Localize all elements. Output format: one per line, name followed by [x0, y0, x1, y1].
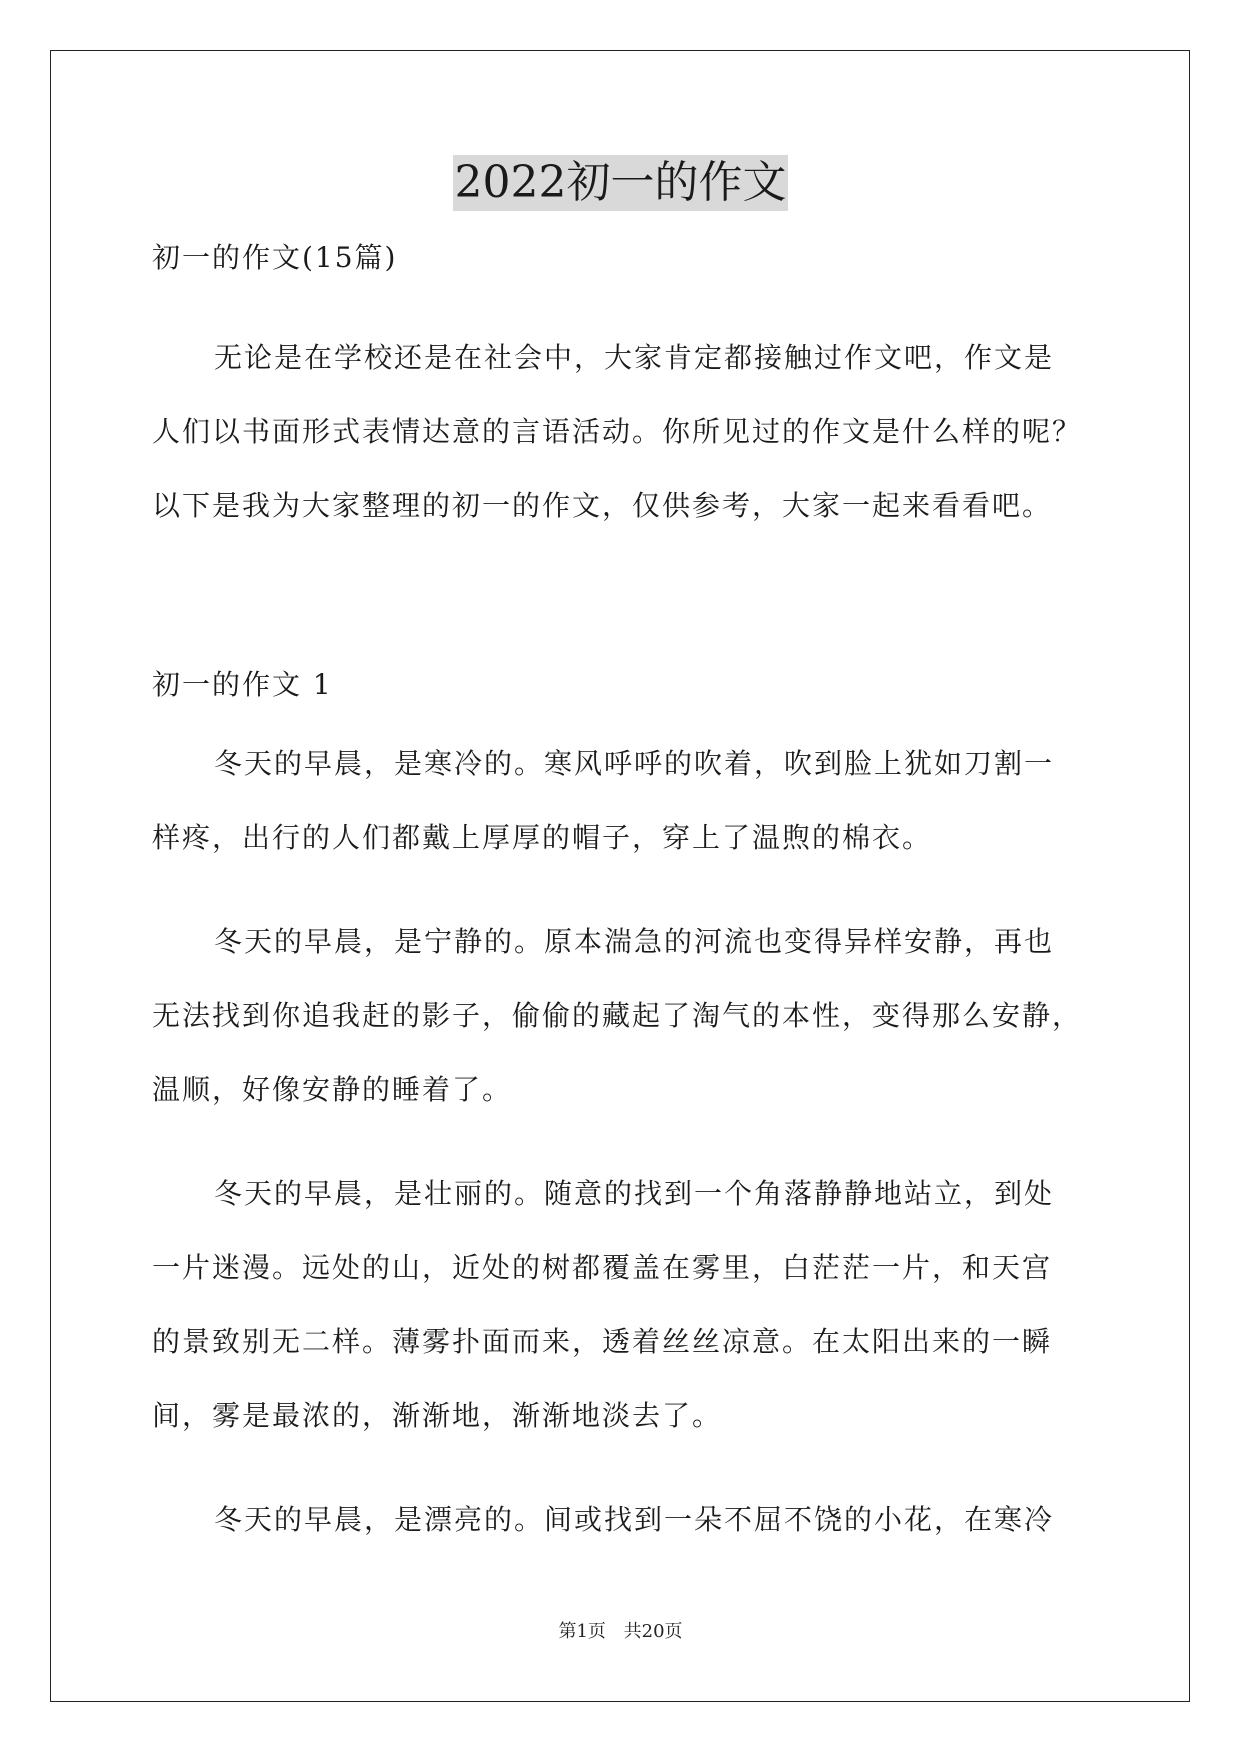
paragraph-line: 人们以书面形式表情达意的言语活动。你所见过的作文是什么样的呢？ — [152, 415, 1083, 448]
paragraph-line: 冬天的早晨，是寒冷的。寒风呼呼的吹着，吹到脸上犹如刀割一 — [214, 747, 1055, 780]
paragraph-line: 冬天的早晨，是宁静的。原本湍急的河流也变得异样安静，再也 — [214, 925, 1055, 958]
paragraph-line: 无法找到你追我赶的影子，偷偷的藏起了淘气的本性，变得那么安静， — [152, 999, 1083, 1032]
paragraph-line: 无论是在学校还是在社会中，大家肯定都接触过作文吧，作文是 — [214, 341, 1055, 374]
page-border — [50, 50, 1190, 1702]
page-footer — [0, 1620, 1241, 1644]
section-heading: 初一的作文 1 — [152, 668, 333, 701]
page-total: 共20页 — [623, 1621, 683, 1642]
document-title: 2022初一的作文 — [453, 155, 789, 211]
paragraph-line: 样疼，出行的人们都戴上厚厚的帽子，穿上了温煦的棉衣。 — [152, 821, 933, 854]
paragraph-line: 的景致别无二样。薄雾扑面而来，透着丝丝凉意。在太阳出来的一瞬 — [152, 1325, 1053, 1358]
paragraph-line: 一片迷漫。远处的山，近处的树都覆盖在雾里，白茫茫一片，和天宫 — [152, 1251, 1053, 1284]
paragraph-line: 温顺，好像安静的睡着了。 — [152, 1073, 513, 1106]
document-subtitle: 初一的作文(15篇) — [152, 241, 398, 274]
title-container — [0, 155, 1241, 211]
paragraph-line: 间，雾是最浓的，渐渐地，渐渐地淡去了。 — [152, 1399, 723, 1432]
page-number: 第1页 — [558, 1621, 606, 1642]
paragraph-line: 冬天的早晨，是壮丽的。随意的找到一个角落静静地站立，到处 — [214, 1177, 1055, 1210]
paragraph-line: 以下是我为大家整理的初一的作文，仅供参考，大家一起来看看吧。 — [152, 489, 1053, 522]
paragraph-line: 冬天的早晨，是漂亮的。间或找到一朵不屈不饶的小花，在寒冷 — [214, 1503, 1055, 1536]
